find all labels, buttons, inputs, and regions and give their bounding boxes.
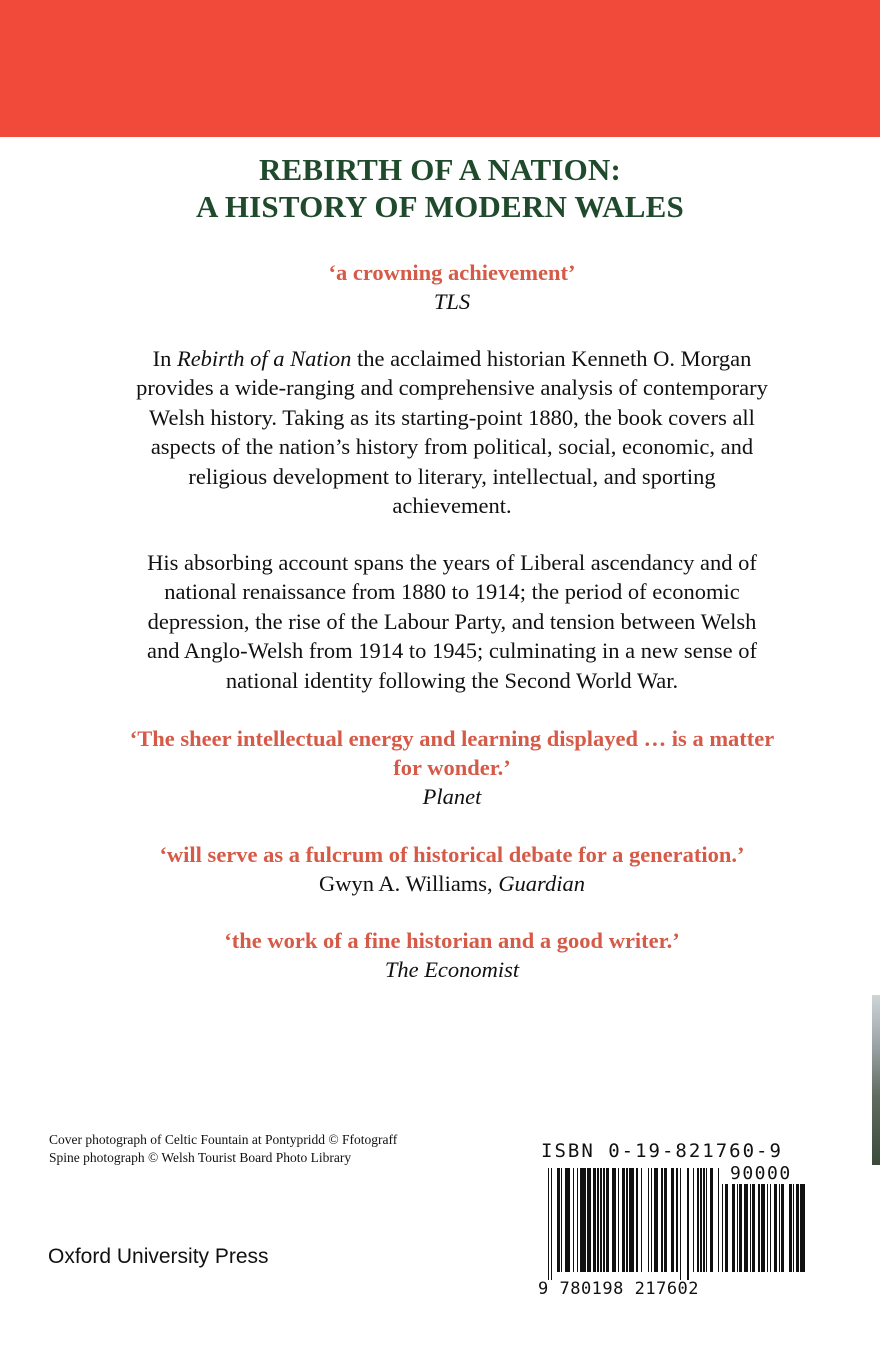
barcode-bar [557, 1168, 560, 1272]
quote-text-line-2: for wonder.’ [393, 755, 511, 780]
barcode-bar [789, 1184, 792, 1272]
description-paragraph-1: In Rebirth of a Nation the acclaimed historian Kenneth O. Morgan provides a wide-ranging and comprehensive analysis of contemporary Welsh history. Taking as its starting-point 1880, the book covers all aspects of the nation’s history from political, social, economic, and religious development to literary, intellectual, and sporting achievement. [136, 346, 768, 519]
price-code: 90000 [730, 1163, 792, 1184]
barcode-bar [761, 1184, 765, 1272]
quote-text: ‘will serve as a fulcrum of historical debate for a generation.’ [159, 842, 745, 867]
credit-line-cover: Cover photograph of Celtic Fountain at Pontypridd © Ffotograff [49, 1132, 398, 1147]
barcode-bar [706, 1168, 707, 1272]
quote-source: TLS [433, 289, 471, 314]
barcode-bar [671, 1168, 674, 1272]
barcode-bar [565, 1168, 569, 1272]
barcode-bar [744, 1184, 748, 1272]
quote-guardian [60, 840, 844, 898]
barcode-bar [618, 1168, 619, 1272]
book-title-line-1: REBIRTH OF A NATION: [258, 152, 622, 187]
ean-digits: 9 780198 217602 [538, 1279, 700, 1299]
barcode-bar [703, 1168, 704, 1272]
barcode-bar [687, 1168, 688, 1280]
barcode-bar [664, 1168, 667, 1272]
barcode-bar [603, 1168, 604, 1272]
barcode-bar [641, 1168, 642, 1272]
barcode-bar [774, 1184, 777, 1272]
barcode-bar [770, 1184, 771, 1272]
barcode-bar [710, 1168, 713, 1272]
barcode-bar [651, 1168, 652, 1272]
barcode-bar [793, 1184, 794, 1272]
barcode-bar [654, 1168, 658, 1272]
barcode-bar [661, 1168, 662, 1272]
barcode-bar [597, 1168, 598, 1272]
barcode-bar [561, 1168, 562, 1272]
book-title-line-2: A HISTORY OF MODERN WALES [196, 189, 684, 224]
barcode-bar [676, 1168, 679, 1272]
barcode-bar [767, 1184, 768, 1272]
quote-author: Gwyn A. Williams, [319, 871, 499, 896]
quote-source: Guardian [498, 871, 585, 896]
barcode-bar [700, 1168, 701, 1272]
barcode-bar [577, 1168, 578, 1272]
barcode-bar [636, 1168, 637, 1272]
barcode-bar [600, 1168, 601, 1272]
barcode-bar [725, 1184, 728, 1272]
quote-source: The Economist [384, 957, 520, 982]
barcode-bar [693, 1168, 694, 1272]
barcode-bar [697, 1168, 698, 1272]
barcode-bar [781, 1184, 784, 1272]
barcode-bar [626, 1168, 627, 1272]
barcode-bar [737, 1184, 738, 1272]
barcode-bar [612, 1168, 616, 1272]
barcode-bar [750, 1184, 751, 1272]
barcode-bar [752, 1184, 755, 1272]
barcode-bar [680, 1168, 681, 1280]
quote-text: ‘a crowning achievement’ [328, 260, 576, 285]
barcode-bar [796, 1184, 799, 1272]
barcode-bar [758, 1184, 759, 1272]
quote-text: ‘the work of a fine historian and a good writer.’ [224, 928, 680, 953]
barcode-bar [593, 1168, 596, 1272]
isbn-text: ISBN 0-19-821760-9 [541, 1140, 783, 1162]
photo-credits [49, 1131, 397, 1167]
barcode-bar [732, 1184, 735, 1272]
barcode-bar [722, 1184, 723, 1272]
barcode-bar [779, 1184, 780, 1272]
credit-line-spine: Spine photograph © Welsh Tourist Board Photo Library [49, 1150, 352, 1165]
book-title-italic: Rebirth of a Nation [176, 346, 352, 371]
barcode-bar [606, 1168, 609, 1272]
quote-tls [60, 258, 844, 316]
barcode-bar [622, 1168, 625, 1272]
barcode-bar [587, 1168, 591, 1272]
publisher-name: Oxford University Press [48, 1245, 269, 1268]
addon-barcode [722, 1184, 808, 1280]
barcode-bar [580, 1168, 586, 1272]
quote-economist [60, 926, 844, 984]
barcode-bar [551, 1168, 552, 1280]
barcode-bar [573, 1168, 574, 1272]
barcode-bar [800, 1184, 804, 1272]
barcode-bar [648, 1168, 649, 1272]
description-paragraph-2: His absorbing account spans the years of Liberal ascendancy and of national renaissance from 1880 to 1914; the period of economic depression, the rise of the Labour Party, and tension between Welsh and Anglo-Welsh from 1914 to 1945; culminating in a new sense of national identity following the Second World War. [147, 550, 757, 693]
quote-planet [60, 724, 844, 811]
header-color-band [0, 0, 880, 137]
quote-source: Planet [422, 784, 482, 809]
barcode-bar [629, 1168, 633, 1272]
ean-barcode [548, 1168, 718, 1280]
barcode-bar [548, 1168, 549, 1280]
barcode-bar [739, 1184, 742, 1272]
spine-photo-edge [872, 995, 880, 1165]
quote-text-line-1: ‘The sheer intellectual energy and learning displayed … is a matter [129, 726, 775, 751]
barcode-bar [718, 1168, 719, 1272]
